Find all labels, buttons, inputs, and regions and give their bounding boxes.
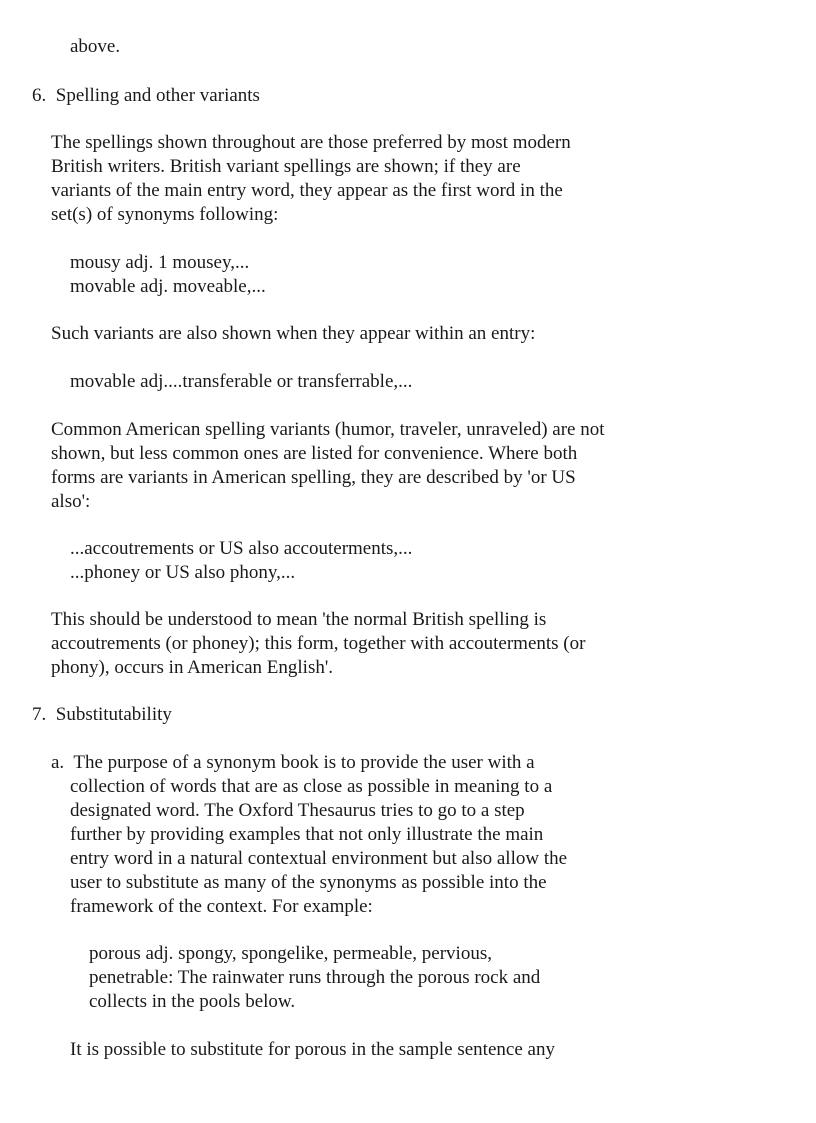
example-entry: penetrable: The rainwater runs through the porous rock and [89,967,541,988]
item-a-line: designated word. The Oxford Thesaurus tries to go to a step [70,800,525,821]
continuation-text: above. [70,36,121,57]
section-6-para3-line: Common American spelling variants (humor, traveler, unraveled) are not [51,419,605,440]
section-7-number: 7. [32,704,47,725]
section-6-heading [32,84,260,108]
section-6-para1-line: variants of the main entry word, they appear as the first word in the [51,180,563,201]
item-a-line: framework of the context. For example: [70,896,373,917]
item-a-followup: It is possible to substitute for porous in the sample sentence any [70,1039,555,1060]
example-entry: mousy adj. 1 mousey,... [70,252,250,273]
example-entry: movable adj. moveable,... [70,276,266,297]
section-7-title: Substitutability [55,704,172,725]
item-a-line [51,751,535,775]
section-6-para1-line: British writers. British variant spellings are shown; if they are [51,156,521,177]
section-6-para3-line: also': [51,491,91,512]
section-6-para3-line: shown, but less common ones are listed for convenience. Where both [51,443,578,464]
item-a-label: a. [51,752,65,773]
section-6-title: Spelling and other variants [55,85,260,106]
section-6-para4-line: This should be understood to mean 'the normal British spelling is [51,609,547,630]
section-6-para2: Such variants are also shown when they appear within an entry: [51,323,536,344]
section-6-para1-line: The spellings shown throughout are those preferred by most modern [51,132,571,153]
example-entry: ...phoney or US also phony,... [70,562,296,583]
item-a-line: collection of words that are as close as possible in meaning to a [70,776,553,797]
section-6-para3-line: forms are variants in American spelling, they are described by 'or US [51,467,576,488]
section-6-para1-line: set(s) of synonyms following: [51,204,279,225]
item-a-line: entry word in a natural contextual environment but also allow the [70,848,568,869]
item-a-line: user to substitute as many of the synonyms as possible into the [70,872,547,893]
section-6-para4-line: accoutrements (or phoney); this form, together with accouterments (or [51,633,586,654]
example-entry: collects in the pools below. [89,991,296,1012]
example-entry: ...accoutrements or US also accouterments,... [70,538,413,559]
item-a-line: further by providing examples that not only illustrate the main [70,824,544,845]
example-entry: porous adj. spongy, spongelike, permeable, pervious, [89,943,492,964]
section-6-para4-line: phony), occurs in American English'. [51,657,334,678]
example-entry: movable adj....transferable or transferrable,... [70,371,413,392]
section-6-number: 6. [32,85,47,106]
item-a-text: The purpose of a synonym book is to provide the user with a [73,752,535,773]
section-7-heading [32,703,172,727]
